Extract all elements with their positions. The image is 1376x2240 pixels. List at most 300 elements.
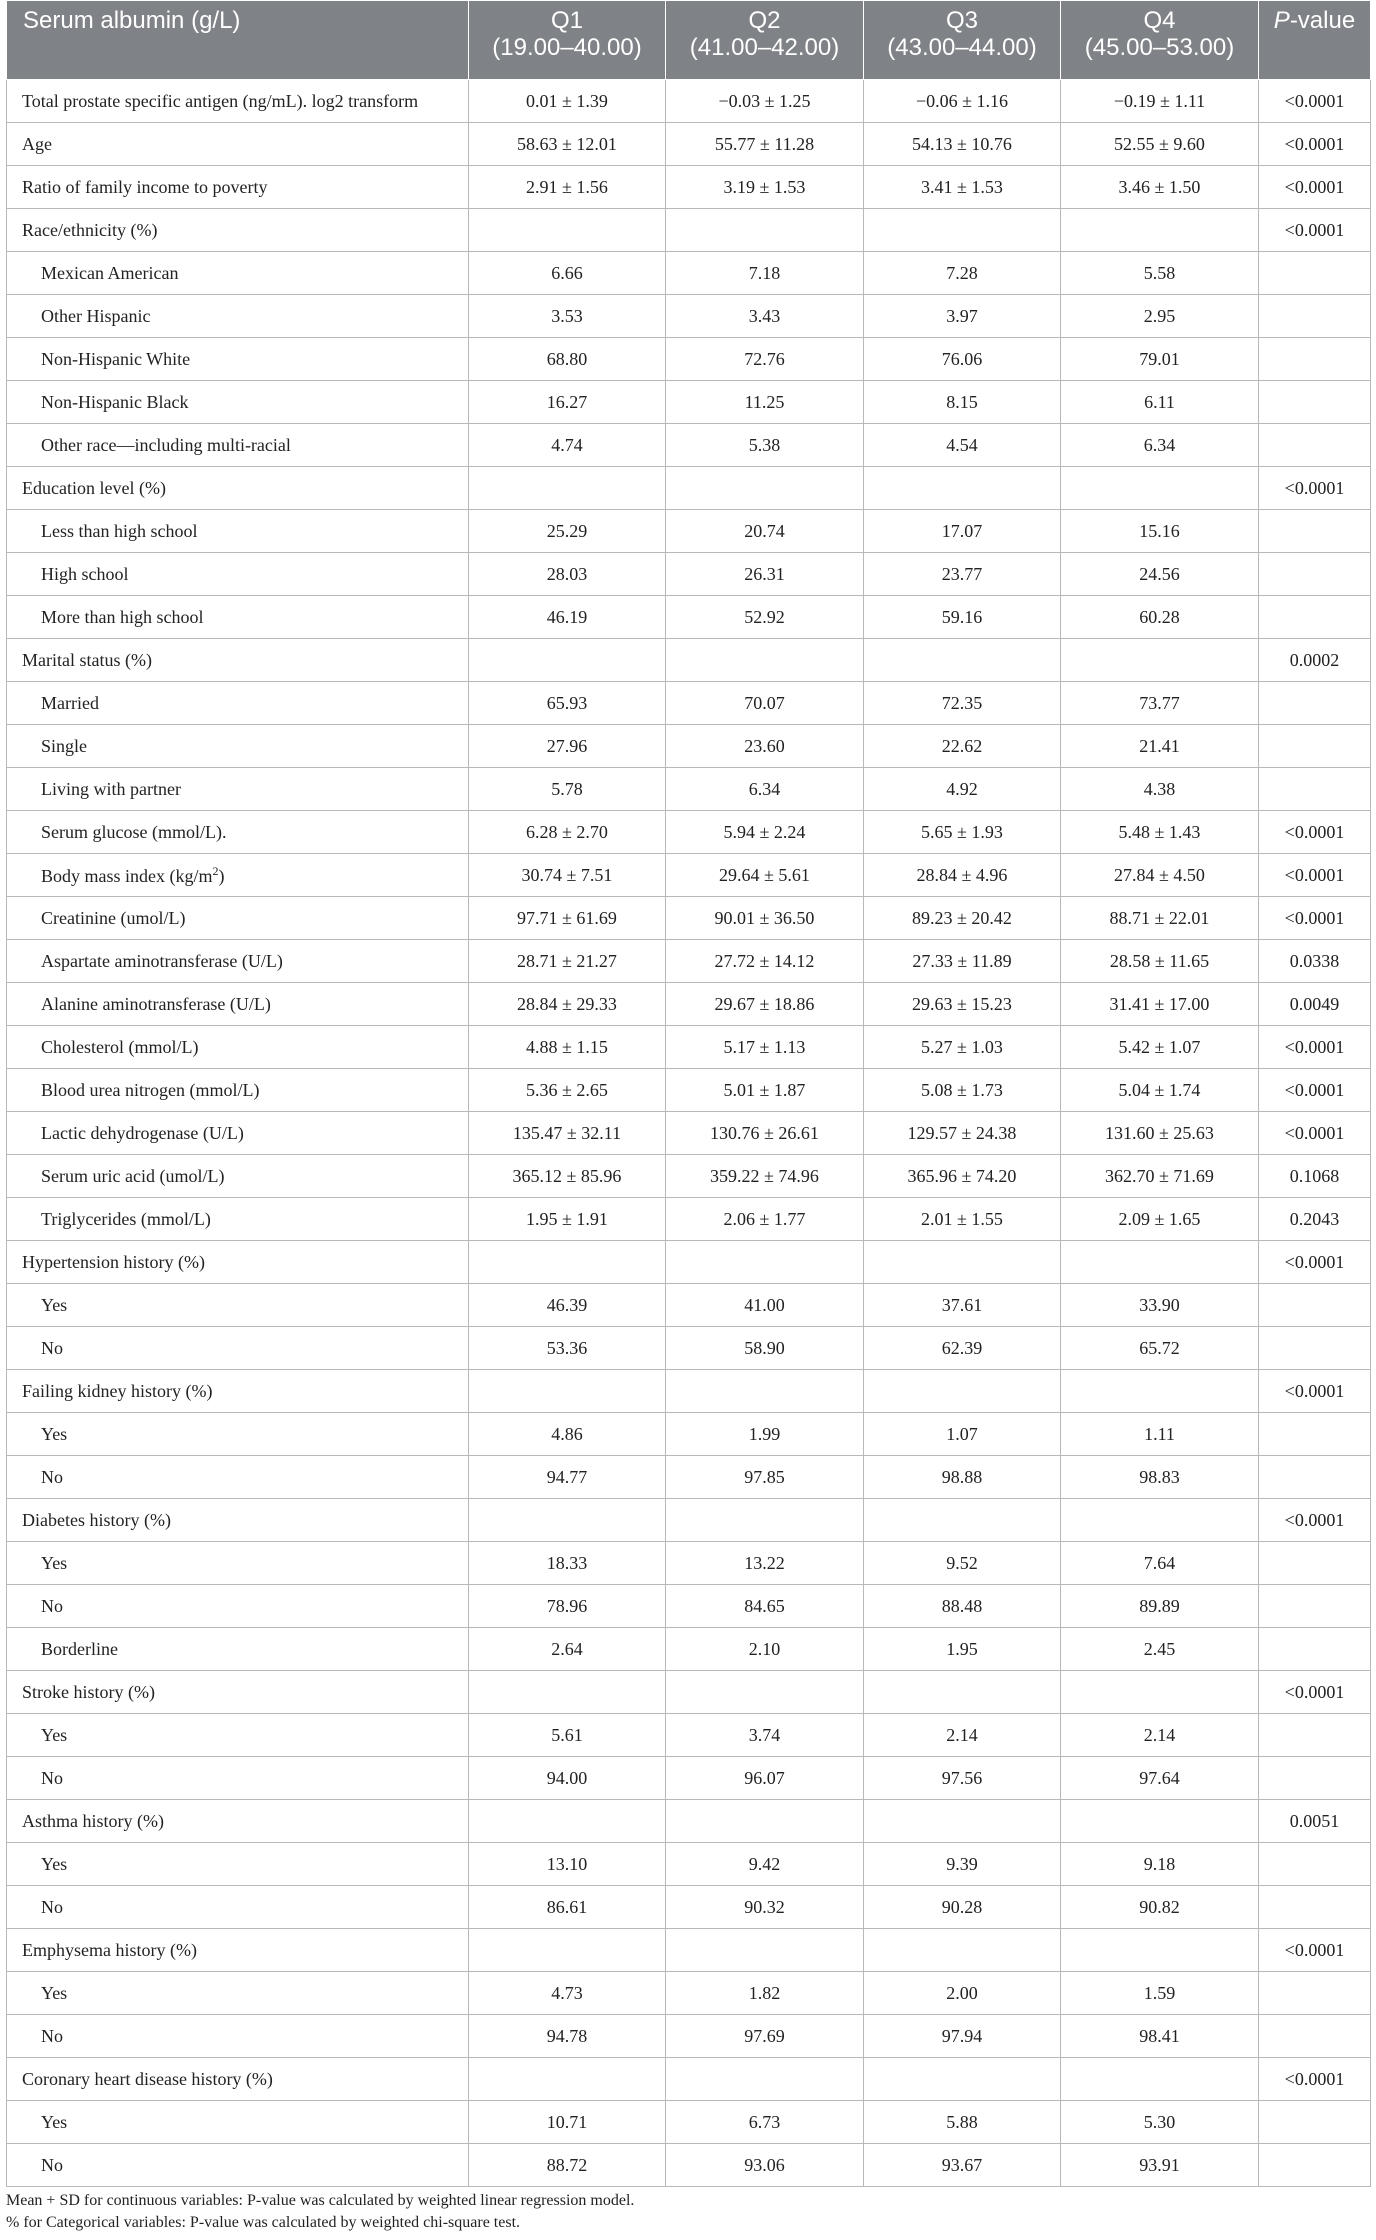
- cell-q3: 59.16: [864, 596, 1061, 639]
- cell-q3: 129.57 ± 24.38: [864, 1112, 1061, 1155]
- cell-p-value: <0.0001: [1259, 1671, 1371, 1714]
- cell-q2: 29.67 ± 18.86: [666, 983, 864, 1026]
- cell-q2: [666, 1800, 864, 1843]
- table-row: [7, 1972, 1371, 2015]
- row-label: [7, 295, 469, 338]
- row-label-text: Coronary heart disease history (%): [22, 2068, 273, 2089]
- cell-q3: [864, 209, 1061, 252]
- cell-q3: 1.07: [864, 1413, 1061, 1456]
- cell-q2: [666, 1370, 864, 1413]
- cell-q2: 3.74: [666, 1714, 864, 1757]
- cell-q3: 27.33 ± 11.89: [864, 940, 1061, 983]
- row-label-text: No: [41, 1896, 63, 1917]
- table-row: [7, 1370, 1371, 1413]
- row-label-text: Lactic dehydrogenase (U/L): [41, 1122, 244, 1143]
- table-row: [7, 1327, 1371, 1370]
- row-label-text: Creatinine (umol/L): [41, 907, 186, 928]
- row-label-text: Borderline: [41, 1638, 118, 1659]
- cell-p-value: [1259, 1456, 1371, 1499]
- cell-p-value: <0.0001: [1259, 1499, 1371, 1542]
- cell-p-value: [1259, 596, 1371, 639]
- row-label-text: No: [41, 1337, 63, 1358]
- cell-q1: 88.72: [469, 2144, 666, 2187]
- table-row: [7, 467, 1371, 510]
- row-label-text: Alanine aminotransferase (U/L): [41, 993, 271, 1014]
- table-row: [7, 1413, 1371, 1456]
- row-label: [7, 1413, 469, 1456]
- table-row: [7, 1499, 1371, 1542]
- row-label: [7, 1284, 469, 1327]
- cell-q2: 97.85: [666, 1456, 864, 1499]
- cell-p-value: [1259, 381, 1371, 424]
- cell-q2: 93.06: [666, 2144, 864, 2187]
- cell-q1: 53.36: [469, 1327, 666, 1370]
- cell-q1: 94.78: [469, 2015, 666, 2058]
- cell-q1: [469, 209, 666, 252]
- row-label-text: Married: [41, 692, 99, 713]
- row-label-text: Marital status (%): [22, 649, 152, 670]
- cell-q1: 4.74: [469, 424, 666, 467]
- cell-q2: 2.10: [666, 1628, 864, 1671]
- cell-q2: 5.38: [666, 424, 864, 467]
- cell-q1: [469, 1499, 666, 1542]
- cell-q1: 97.71 ± 61.69: [469, 897, 666, 940]
- cell-p-value: [1259, 1542, 1371, 1585]
- cell-q4: 21.41: [1061, 725, 1259, 768]
- row-label-text: Emphysema history (%): [22, 1939, 197, 1960]
- cell-q1: 0.01 ± 1.39: [469, 80, 666, 123]
- row-label: [7, 596, 469, 639]
- row-label: [7, 1499, 469, 1542]
- cell-q2: [666, 209, 864, 252]
- cell-q1: 16.27: [469, 381, 666, 424]
- cell-q2: 55.77 ± 11.28: [666, 123, 864, 166]
- cell-q4: [1061, 1499, 1259, 1542]
- cell-q2: 90.32: [666, 1886, 864, 1929]
- row-label-text: Age: [22, 133, 52, 154]
- header-q3-label: Q3: [945, 7, 978, 34]
- table-row: [7, 811, 1371, 854]
- table-row: [7, 596, 1371, 639]
- cell-q1: [469, 639, 666, 682]
- cell-q1: 58.63 ± 12.01: [469, 123, 666, 166]
- row-label-text: Single: [41, 735, 88, 756]
- cell-q4: 88.71 ± 22.01: [1061, 897, 1259, 940]
- table-row: [7, 1886, 1371, 1929]
- header-serum-albumin: Serum albumin (g/L): [7, 1, 469, 80]
- table-row: [7, 553, 1371, 596]
- footnote-continuous: Mean + SD for continuous variables: P-value was calculated by weighted linear regression model.: [6, 2192, 635, 2209]
- row-label: [7, 1886, 469, 1929]
- cell-q1: 94.77: [469, 1456, 666, 1499]
- row-label: [7, 1671, 469, 1714]
- cell-q1: 46.39: [469, 1284, 666, 1327]
- cell-q1: [469, 1370, 666, 1413]
- cell-q2: 58.90: [666, 1327, 864, 1370]
- row-label-text: No: [41, 1466, 63, 1487]
- cell-q2: 72.76: [666, 338, 864, 381]
- row-label: [7, 381, 469, 424]
- cell-q4: 52.55 ± 9.60: [1061, 123, 1259, 166]
- table-row: [7, 209, 1371, 252]
- cell-p-value: <0.0001: [1259, 2058, 1371, 2101]
- cell-q4: 15.16: [1061, 510, 1259, 553]
- row-label-text: Ratio of family income to poverty: [22, 176, 268, 197]
- table-row: [7, 983, 1371, 1026]
- row-label-text: Failing kidney history (%): [22, 1380, 213, 1401]
- cell-q4: 362.70 ± 71.69: [1061, 1155, 1259, 1198]
- cell-q4: [1061, 1671, 1259, 1714]
- cell-q4: [1061, 1929, 1259, 1972]
- cell-q4: 24.56: [1061, 553, 1259, 596]
- cell-p-value: <0.0001: [1259, 1026, 1371, 1069]
- cell-q1: 5.36 ± 2.65: [469, 1069, 666, 1112]
- cell-q2: [666, 467, 864, 510]
- table-row: [7, 682, 1371, 725]
- cell-q4: 65.72: [1061, 1327, 1259, 1370]
- cell-p-value: <0.0001: [1259, 897, 1371, 940]
- cell-q4: 28.58 ± 11.65: [1061, 940, 1259, 983]
- cell-q1: 78.96: [469, 1585, 666, 1628]
- cell-q2: [666, 1241, 864, 1284]
- header-row: [7, 1, 1371, 80]
- cell-q3: 5.88: [864, 2101, 1061, 2144]
- cell-p-value: <0.0001: [1259, 811, 1371, 854]
- table-row: [7, 1800, 1371, 1843]
- cell-q3: 4.92: [864, 768, 1061, 811]
- table-row: [7, 338, 1371, 381]
- cell-q3: 29.63 ± 15.23: [864, 983, 1061, 1026]
- cell-p-value: [1259, 725, 1371, 768]
- cell-q2: 5.01 ± 1.87: [666, 1069, 864, 1112]
- cell-q3: 4.54: [864, 424, 1061, 467]
- cell-q2: 20.74: [666, 510, 864, 553]
- cell-q1: 28.03: [469, 553, 666, 596]
- cell-q4: 5.04 ± 1.74: [1061, 1069, 1259, 1112]
- table-row: [7, 2144, 1371, 2187]
- cell-q4: 5.42 ± 1.07: [1061, 1026, 1259, 1069]
- row-label: [7, 811, 469, 854]
- cell-q1: [469, 1241, 666, 1284]
- cell-q1: 2.64: [469, 1628, 666, 1671]
- row-label: [7, 80, 469, 123]
- data-table: [6, 0, 1371, 2187]
- cell-q2: 5.94 ± 2.24: [666, 811, 864, 854]
- cell-q3: [864, 467, 1061, 510]
- cell-q3: 89.23 ± 20.42: [864, 897, 1061, 940]
- row-label-text: Triglycerides (mmol/L): [41, 1208, 211, 1229]
- cell-q2: 23.60: [666, 725, 864, 768]
- cell-p-value: <0.0001: [1259, 1929, 1371, 1972]
- cell-q3: [864, 2058, 1061, 2101]
- cell-q3: [864, 1800, 1061, 1843]
- row-label: [7, 2015, 469, 2058]
- cell-q1: 1.95 ± 1.91: [469, 1198, 666, 1241]
- cell-q1: 4.86: [469, 1413, 666, 1456]
- cell-q3: 3.97: [864, 295, 1061, 338]
- cell-q4: 27.84 ± 4.50: [1061, 854, 1259, 897]
- row-label-text: Race/ethnicity (%): [22, 219, 158, 240]
- row-label: [7, 166, 469, 209]
- header-q1-range: (19.00–40.00): [492, 34, 642, 61]
- cell-q4: 2.45: [1061, 1628, 1259, 1671]
- table-row: [7, 1198, 1371, 1241]
- row-label-text: Yes: [41, 1423, 68, 1444]
- table-row: [7, 2058, 1371, 2101]
- row-label-text: Non-Hispanic White: [41, 348, 191, 369]
- table-row: [7, 1714, 1371, 1757]
- cell-q4: 2.09 ± 1.65: [1061, 1198, 1259, 1241]
- cell-q4: 6.34: [1061, 424, 1259, 467]
- cell-p-value: <0.0001: [1259, 123, 1371, 166]
- cell-p-value: <0.0001: [1259, 1112, 1371, 1155]
- cell-q3: 93.67: [864, 2144, 1061, 2187]
- cell-q2: 13.22: [666, 1542, 864, 1585]
- row-label-text: Education level (%): [22, 477, 166, 498]
- row-label-text: Serum uric acid (umol/L): [41, 1165, 225, 1186]
- cell-p-value: [1259, 1972, 1371, 2015]
- cell-p-value: [1259, 1628, 1371, 1671]
- row-label-text: Other Hispanic: [41, 305, 151, 326]
- cell-q1: 6.28 ± 2.70: [469, 811, 666, 854]
- cell-q3: 54.13 ± 10.76: [864, 123, 1061, 166]
- table-row: [7, 1026, 1371, 1069]
- table-body: [7, 80, 1371, 2187]
- cell-q4: 7.64: [1061, 1542, 1259, 1585]
- table-row: [7, 1628, 1371, 1671]
- row-label-text: Blood urea nitrogen (mmol/L): [41, 1079, 260, 1100]
- cell-p-value: 0.0049: [1259, 983, 1371, 1026]
- cell-q2: 6.73: [666, 2101, 864, 2144]
- cell-q3: 88.48: [864, 1585, 1061, 1628]
- cell-q3: 97.94: [864, 2015, 1061, 2058]
- cell-q4: 98.83: [1061, 1456, 1259, 1499]
- cell-q3: 7.28: [864, 252, 1061, 295]
- row-label-text: No: [41, 1767, 63, 1788]
- row-label: [7, 252, 469, 295]
- cell-q2: 52.92: [666, 596, 864, 639]
- table-row: [7, 1456, 1371, 1499]
- cell-p-value: [1259, 2015, 1371, 2058]
- table-row: [7, 252, 1371, 295]
- cell-q4: 4.38: [1061, 768, 1259, 811]
- cell-q1: 5.61: [469, 1714, 666, 1757]
- cell-p-value: <0.0001: [1259, 1370, 1371, 1413]
- cell-q1: [469, 1671, 666, 1714]
- row-label-text: Yes: [41, 1724, 68, 1745]
- row-label: [7, 1800, 469, 1843]
- cell-q2: 41.00: [666, 1284, 864, 1327]
- cell-q2: 5.17 ± 1.13: [666, 1026, 864, 1069]
- row-label-text: Other race—including multi-racial: [41, 434, 291, 455]
- row-label: [7, 639, 469, 682]
- cell-q3: 2.14: [864, 1714, 1061, 1757]
- cell-q2: 70.07: [666, 682, 864, 725]
- cell-q3: [864, 1241, 1061, 1284]
- cell-p-value: 0.1068: [1259, 1155, 1371, 1198]
- cell-q4: [1061, 1241, 1259, 1284]
- cell-p-value: <0.0001: [1259, 1069, 1371, 1112]
- row-label: [7, 682, 469, 725]
- cell-p-value: [1259, 1284, 1371, 1327]
- cell-q4: [1061, 467, 1259, 510]
- header-p-italic: P: [1273, 7, 1290, 34]
- row-label: [7, 1585, 469, 1628]
- header-q1-label: Q1: [550, 7, 583, 34]
- cell-q3: 97.56: [864, 1757, 1061, 1800]
- cell-q2: 3.19 ± 1.53: [666, 166, 864, 209]
- cell-q1: 27.96: [469, 725, 666, 768]
- row-label: [7, 1069, 469, 1112]
- cell-q4: 90.82: [1061, 1886, 1259, 1929]
- table-row: [7, 80, 1371, 123]
- cell-q4: −0.19 ± 1.11: [1061, 80, 1259, 123]
- row-label: [7, 1843, 469, 1886]
- header-p-rest: -value: [1289, 7, 1356, 34]
- cell-q3: 23.77: [864, 553, 1061, 596]
- row-label: [7, 1241, 469, 1284]
- table-row: [7, 1155, 1371, 1198]
- cell-q1: 3.53: [469, 295, 666, 338]
- cell-q2: 27.72 ± 14.12: [666, 940, 864, 983]
- cell-p-value: <0.0001: [1259, 1241, 1371, 1284]
- table-row: [7, 1671, 1371, 1714]
- row-label-text: No: [41, 2154, 63, 2175]
- cell-q4: 89.89: [1061, 1585, 1259, 1628]
- row-label: [7, 2101, 469, 2144]
- cell-p-value: <0.0001: [1259, 166, 1371, 209]
- row-label: [7, 467, 469, 510]
- cell-q3: 37.61: [864, 1284, 1061, 1327]
- table-row: [7, 940, 1371, 983]
- row-label: [7, 1327, 469, 1370]
- table-row: [7, 2101, 1371, 2144]
- cell-q4: 9.18: [1061, 1843, 1259, 1886]
- header-q3: [864, 1, 1061, 80]
- cell-p-value: <0.0001: [1259, 467, 1371, 510]
- cell-p-value: [1259, 682, 1371, 725]
- cell-p-value: [1259, 252, 1371, 295]
- row-label: [7, 1972, 469, 2015]
- cell-p-value: [1259, 295, 1371, 338]
- cell-q1: 94.00: [469, 1757, 666, 1800]
- row-label-text: Non-Hispanic Black: [41, 391, 189, 412]
- row-label: [7, 553, 469, 596]
- cell-q4: [1061, 2058, 1259, 2101]
- cell-q2: −0.03 ± 1.25: [666, 80, 864, 123]
- cell-q2: 2.06 ± 1.77: [666, 1198, 864, 1241]
- table-row: [7, 1284, 1371, 1327]
- row-label: [7, 510, 469, 553]
- table-row: [7, 295, 1371, 338]
- cell-q1: [469, 1800, 666, 1843]
- cell-q1: 13.10: [469, 1843, 666, 1886]
- cell-q2: [666, 1671, 864, 1714]
- cell-q2: 3.43: [666, 295, 864, 338]
- row-label: [7, 1929, 469, 1972]
- table-row: [7, 123, 1371, 166]
- cell-q1: 68.80: [469, 338, 666, 381]
- cell-q4: [1061, 639, 1259, 682]
- row-label-text: Yes: [41, 1853, 68, 1874]
- row-label-text: Hypertension history (%): [22, 1251, 205, 1272]
- cell-q3: 62.39: [864, 1327, 1061, 1370]
- table-row: [7, 2015, 1371, 2058]
- cell-p-value: [1259, 1585, 1371, 1628]
- table-row: [7, 1757, 1371, 1800]
- cell-q2: 90.01 ± 36.50: [666, 897, 864, 940]
- row-label-text: Less than high school: [41, 520, 198, 541]
- row-label-text: Serum glucose (mmol/L).: [41, 821, 227, 842]
- cell-q2: 1.99: [666, 1413, 864, 1456]
- row-label-text: Cholesterol (mmol/L): [41, 1036, 199, 1057]
- cell-q3: −0.06 ± 1.16: [864, 80, 1061, 123]
- cell-p-value: [1259, 1413, 1371, 1456]
- cell-q3: 90.28: [864, 1886, 1061, 1929]
- cell-q4: 131.60 ± 25.63: [1061, 1112, 1259, 1155]
- row-label: [7, 209, 469, 252]
- cell-q2: [666, 639, 864, 682]
- row-label: [7, 338, 469, 381]
- cell-q3: 2.01 ± 1.55: [864, 1198, 1061, 1241]
- cell-q4: [1061, 209, 1259, 252]
- header-q4-range: (45.00–53.00): [1084, 34, 1235, 61]
- cell-p-value: [1259, 1714, 1371, 1757]
- cell-q2: 96.07: [666, 1757, 864, 1800]
- row-label: [7, 1542, 469, 1585]
- cell-q3: 98.88: [864, 1456, 1061, 1499]
- row-label: [7, 123, 469, 166]
- cell-q1: 10.71: [469, 2101, 666, 2144]
- header-q2-range: (41.00–42.00): [689, 34, 840, 61]
- row-label: [7, 940, 469, 983]
- cell-q1: 5.78: [469, 768, 666, 811]
- cell-q4: 97.64: [1061, 1757, 1259, 1800]
- cell-q1: 30.74 ± 7.51: [469, 854, 666, 897]
- cell-q2: 1.82: [666, 1972, 864, 2015]
- cell-q1: 28.84 ± 29.33: [469, 983, 666, 1026]
- row-label-text: Yes: [41, 1294, 68, 1315]
- cell-q2: 11.25: [666, 381, 864, 424]
- cell-q3: 22.62: [864, 725, 1061, 768]
- cell-p-value: 0.2043: [1259, 1198, 1371, 1241]
- cell-q3: 5.65 ± 1.93: [864, 811, 1061, 854]
- row-label: [7, 2144, 469, 2187]
- row-label: [7, 854, 469, 897]
- row-label: [7, 1714, 469, 1757]
- cell-q1: [469, 2058, 666, 2101]
- cell-q4: 79.01: [1061, 338, 1259, 381]
- cell-q1: [469, 1929, 666, 1972]
- table-row: [7, 1929, 1371, 1972]
- cell-q1: 86.61: [469, 1886, 666, 1929]
- cell-p-value: <0.0001: [1259, 80, 1371, 123]
- cell-q4: 33.90: [1061, 1284, 1259, 1327]
- cell-q1: 4.88 ± 1.15: [469, 1026, 666, 1069]
- table-row: [7, 1241, 1371, 1284]
- cell-p-value: <0.0001: [1259, 209, 1371, 252]
- cell-p-value: [1259, 510, 1371, 553]
- cell-q3: [864, 639, 1061, 682]
- cell-p-value: [1259, 1886, 1371, 1929]
- row-label: [7, 1155, 469, 1198]
- cell-q4: 5.58: [1061, 252, 1259, 295]
- row-label-text: Diabetes history (%): [22, 1509, 171, 1530]
- row-label-text: Aspartate aminotransferase (U/L): [41, 950, 283, 971]
- cell-q4: 2.95: [1061, 295, 1259, 338]
- row-label-text: Yes: [41, 1552, 68, 1573]
- cell-q2: 97.69: [666, 2015, 864, 2058]
